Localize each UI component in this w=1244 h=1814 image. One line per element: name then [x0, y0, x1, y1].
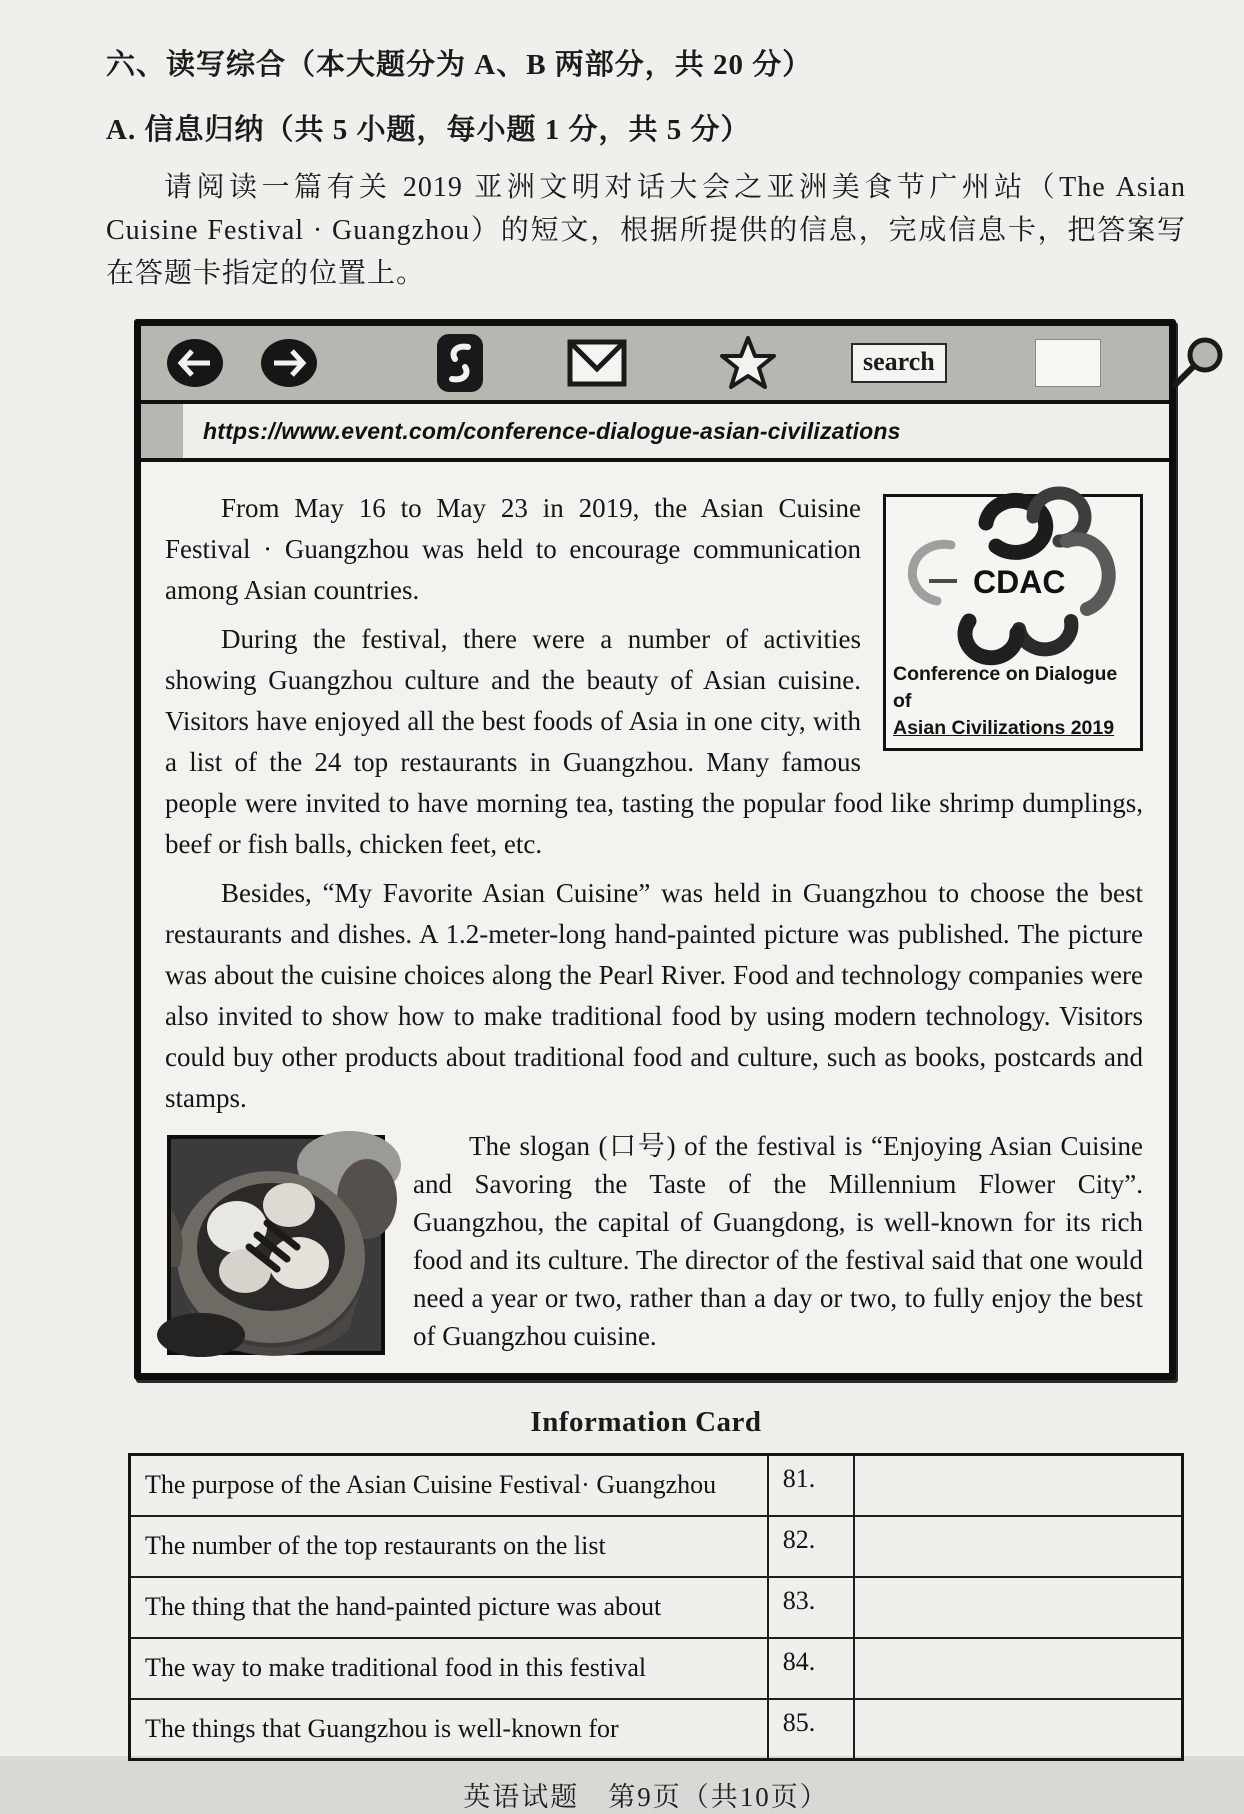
info-label: The way to make traditional food in this festival — [130, 1638, 768, 1699]
magnifier-icon[interactable] — [1171, 337, 1227, 389]
star-icon[interactable] — [719, 335, 777, 391]
refresh-icon[interactable] — [437, 334, 483, 392]
url-text[interactable]: https://www.event.com/conference-dialogue-asian-civilizations — [203, 417, 901, 444]
part-title: A. 信息归纳（共 5 小题，每小题 1 分，共 5 分） — [106, 114, 751, 146]
table-row — [130, 1577, 1183, 1638]
forward-icon[interactable] — [261, 339, 317, 387]
info-label: The things that Guangzhou is well-known for — [130, 1699, 768, 1760]
mail-icon[interactable] — [567, 339, 627, 387]
article-paragraph-4: The slogan (口号) of the festival is “Enjoying Asian Cuisine and Savoring the Taste of the Millennium Flower City”. Guangzhou, the capital of Guangdong, is well-known for its rich food and its culture. The director of the festival said that one would need a year or two, rather than a day or two, to fully enjoy the best of Guangzhou cuisine. — [413, 1131, 1143, 1351]
logo-caption-line2: Asian Civilizations 2019 — [893, 717, 1115, 739]
question-number: 83. — [768, 1577, 854, 1638]
browser-window — [134, 319, 1176, 1380]
answer-blank[interactable] — [854, 1699, 1183, 1760]
question-number: 82. — [768, 1516, 854, 1577]
table-row — [130, 1455, 1183, 1516]
address-bar[interactable] — [141, 404, 1169, 462]
browser-toolbar — [141, 326, 1169, 404]
question-number: 84. — [768, 1638, 854, 1699]
info-label: The thing that the hand-painted picture was about — [130, 1577, 768, 1638]
information-card-title: Information Card — [530, 1406, 762, 1438]
information-card-table — [128, 1453, 1184, 1761]
section-title: 六、读写综合（本大题分为 A、B 两部分，共 20 分） — [106, 49, 813, 81]
search-label: search — [863, 347, 935, 376]
webpage-content — [141, 462, 1169, 1373]
logo-caption — [886, 661, 1140, 748]
svg-text:CDAC: CDAC — [973, 564, 1066, 600]
instructions-text: 请阅读一篇有关 2019 亚洲文明对话大会之亚洲美食节广州站（The Asian Cuisine Festival · Guangzhou）的短文，根据所提供的信息，完成信息卡，把答案写在答题卡指定的位置上。 — [106, 172, 1186, 289]
search-button[interactable] — [851, 343, 947, 383]
exam-header — [106, 42, 1186, 295]
cdac-logo — [883, 494, 1143, 751]
question-number: 81. — [768, 1455, 854, 1516]
question-number: 85. — [768, 1699, 854, 1760]
toolbar-input-box[interactable] — [1035, 339, 1101, 387]
article-paragraph-2: During the festival, there were a number of activities showing Guangzhou culture and the beauty of Asian cuisine. Visitors have enjoyed all the best foods of Asia in one city, with a list of the 24 top restaurants in Guangzhou. Many famous people were invited to have morning tea, tasting the popular food like shrimp dumplings, beef or fish balls, chicken feet, etc. — [165, 624, 1143, 859]
table-row — [130, 1516, 1183, 1577]
urlbar-left-pad — [141, 404, 183, 458]
table-row — [130, 1638, 1183, 1699]
page-footer: 英语试题 第9页（共10页） — [463, 1782, 829, 1812]
answer-blank[interactable] — [854, 1577, 1183, 1638]
answer-blank[interactable] — [854, 1516, 1183, 1577]
answer-blank[interactable] — [854, 1455, 1183, 1516]
dimsum-photo — [167, 1135, 385, 1355]
info-label: The purpose of the Asian Cuisine Festival· Guangzhou — [130, 1455, 768, 1516]
back-icon[interactable] — [167, 339, 223, 387]
logo-caption-line1: Conference on Dialogue of — [893, 663, 1118, 712]
article-paragraph-3: Besides, “My Favorite Asian Cuisine” was held in Guangzhou to choose the best restaurants and dishes. A 1.2-meter-long hand-painted picture was published. The picture was about the cuisine choices along the Pearl River. Food and technology companies were also invited to show how to make traditional food by using modern technology. Visitors could buy other products about traditional food and culture, such as books, postcards and stamps. — [165, 878, 1143, 1113]
info-label: The number of the top restaurants on the list — [130, 1516, 768, 1577]
answer-blank[interactable] — [854, 1638, 1183, 1699]
article-paragraph-1: From May 16 to May 23 in 2019, the Asian Cuisine Festival · Guangzhou was held to encourage communication among Asian countries. — [165, 493, 861, 605]
cdac-flower-icon — [891, 501, 1135, 661]
table-row — [130, 1699, 1183, 1760]
